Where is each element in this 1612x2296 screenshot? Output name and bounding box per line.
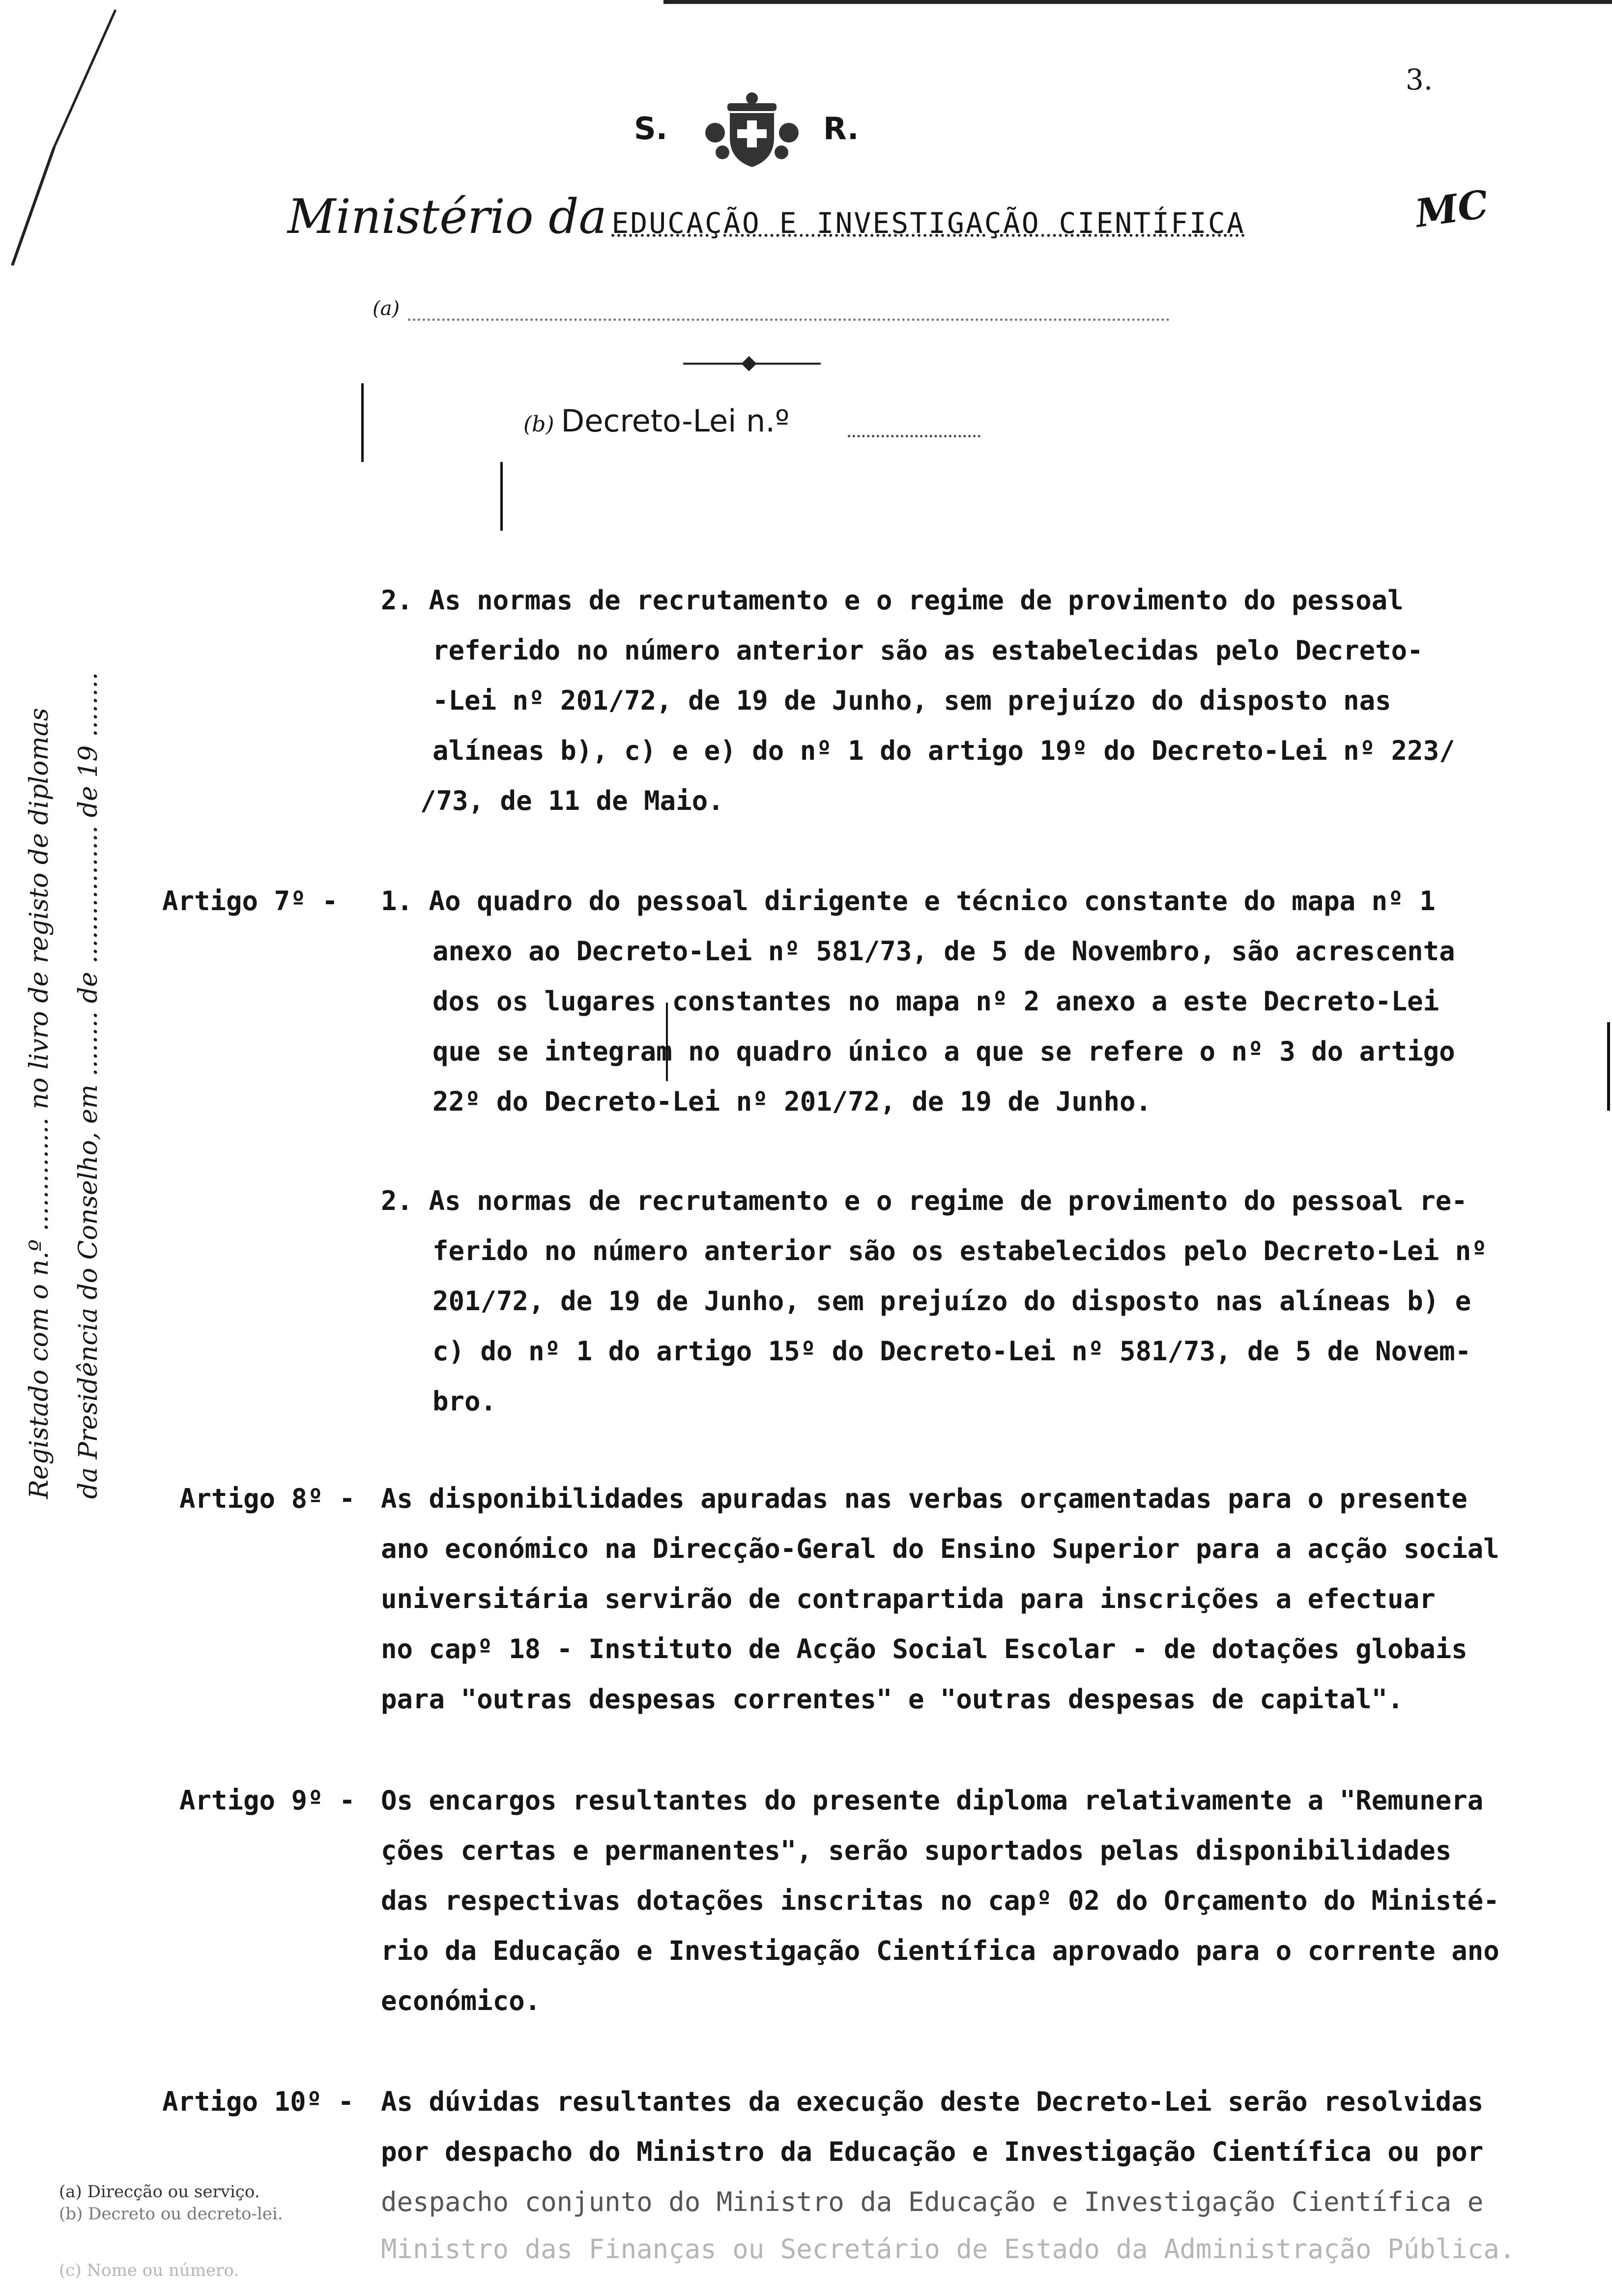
text-line: económico. bbox=[381, 1985, 541, 2016]
stray-mark bbox=[1607, 1022, 1610, 1111]
article-7-label: Artigo 7º - bbox=[162, 886, 338, 917]
text-line: ções certas e permanentes", serão suportados pelas disponibilidades bbox=[381, 1835, 1452, 1866]
margin-registry-note bbox=[10, 604, 123, 1499]
text-line: As disponibilidades apuradas nas verbas orçamentadas para o presente bbox=[381, 1483, 1468, 1514]
stray-mark bbox=[361, 383, 364, 462]
ornament-diamond bbox=[741, 356, 756, 371]
footnote-b: (b) Decreto ou decreto-lei. bbox=[59, 2204, 283, 2224]
article-8-label: Artigo 8º - bbox=[179, 1483, 355, 1514]
text-line: universitária servirão de contrapartida para inscrições a efectuar bbox=[381, 1583, 1436, 1614]
text-line: bro. bbox=[432, 1386, 497, 1417]
decree-number-dotted-line bbox=[848, 435, 980, 437]
text-line: 201/72, de 19 de Junho, sem prejuízo do disposto nas alíneas b) e bbox=[432, 1286, 1471, 1317]
ministry-title-script: Ministério da bbox=[288, 189, 607, 244]
footnote-c: (c) Nome ou número. bbox=[59, 2261, 239, 2280]
top-rule bbox=[663, 0, 1612, 4]
footnote-a: (a) Direcção ou serviço. bbox=[59, 2182, 260, 2202]
text-line: das respectivas dotações inscritas no capº 02 do Orçamento do Ministé- bbox=[381, 1885, 1499, 1916]
text-line: Ministro das Finanças ou Secretário de Estado da Administração Pública. bbox=[381, 2234, 1516, 2265]
stray-mark bbox=[500, 462, 503, 531]
service-dotted-line bbox=[408, 318, 1170, 321]
article-9-label: Artigo 9º - bbox=[179, 1785, 355, 1816]
text-line: Os encargos resultantes do presente diploma relativamente a "Remunera bbox=[381, 1785, 1484, 1816]
text-line: /73, de 11 de Maio. bbox=[420, 785, 724, 816]
header-letter-r: R. bbox=[823, 111, 859, 146]
text-line: por despacho do Ministro da Educação e Investigação Científica ou por bbox=[381, 2136, 1484, 2167]
text-line: As dúvidas resultantes da execução deste Decreto-Lei serão resolvidas bbox=[381, 2086, 1484, 2117]
text-line: anexo ao Decreto-Lei nº 581/73, de 5 de Novembro, são acrescenta bbox=[432, 936, 1455, 967]
text-line: ferido no número anterior são os estabelecidos pelo Decreto-Lei nº bbox=[432, 1235, 1487, 1266]
text-line: 2. As normas de recrutamento e o regime de provimento do pessoal re- bbox=[381, 1185, 1468, 1216]
label-b: (b) bbox=[523, 412, 554, 437]
text-line: c) do nº 1 do artigo 15º do Decreto-Lei nº 581/73, de 5 de Novem- bbox=[432, 1336, 1471, 1367]
decree-label: Decreto-Lei n.º bbox=[561, 403, 790, 439]
ministry-title-caps: EDUCAÇÃO E INVESTIGAÇÃO CIENTÍFICA bbox=[611, 206, 1245, 240]
text-line: referido no número anterior são as estabelecidas pelo Decreto- bbox=[432, 635, 1423, 666]
text-line: 22º do Decreto-Lei nº 201/72, de 19 de Junho. bbox=[432, 1086, 1151, 1117]
page-number: 3. bbox=[1406, 63, 1433, 96]
label-a: (a) bbox=[373, 297, 400, 320]
text-line: 1. Ao quadro do pessoal dirigente e técnico constante do mapa nº 1 bbox=[381, 886, 1436, 917]
ministry-title bbox=[288, 189, 1369, 244]
text-line: 2. As normas de recrutamento e o regime de provimento do pessoal bbox=[381, 585, 1404, 616]
margin-line-2: da Presidência do Conselho, em ........ de ................. de 19 ........ bbox=[74, 672, 103, 1499]
handwritten-initials: MC bbox=[1412, 182, 1492, 236]
text-line: para "outras despesas correntes" e "outras despesas de capital". bbox=[381, 1684, 1404, 1715]
text-line: que se integram no quadro único a que se refere o nº 3 do artigo bbox=[432, 1036, 1455, 1067]
text-line: -Lei nº 201/72, de 19 de Junho, sem prejuízo do disposto nas bbox=[432, 685, 1391, 716]
coat-of-arms-emblem bbox=[700, 86, 804, 172]
text-line: dos os lugares constantes no mapa nº 2 anexo a este Decreto-Lei bbox=[432, 986, 1439, 1017]
text-line: despacho conjunto do Ministro da Educação e Investigação Científica e bbox=[381, 2186, 1484, 2217]
text-line: alíneas b), c) e e) do nº 1 do artigo 19º do Decreto-Lei nº 223/ bbox=[432, 735, 1455, 766]
text-line: ano económico na Direcção-Geral do Ensino Superior para a acção social bbox=[381, 1533, 1499, 1564]
text-line: rio da Educação e Investigação Científica aprovado para o corrente ano bbox=[381, 1935, 1499, 1966]
text-line: no capº 18 - Instituto de Acção Social Escolar - de dotações globais bbox=[381, 1634, 1468, 1665]
article-10-label: Artigo 10º - bbox=[162, 2086, 354, 2117]
margin-line-1: Registado com o n.º .............. no livro de registo de diplomas bbox=[25, 708, 54, 1499]
header-letter-s: S. bbox=[634, 111, 668, 146]
decree-heading bbox=[523, 403, 789, 439]
pen-stroke-mark bbox=[0, 0, 128, 275]
